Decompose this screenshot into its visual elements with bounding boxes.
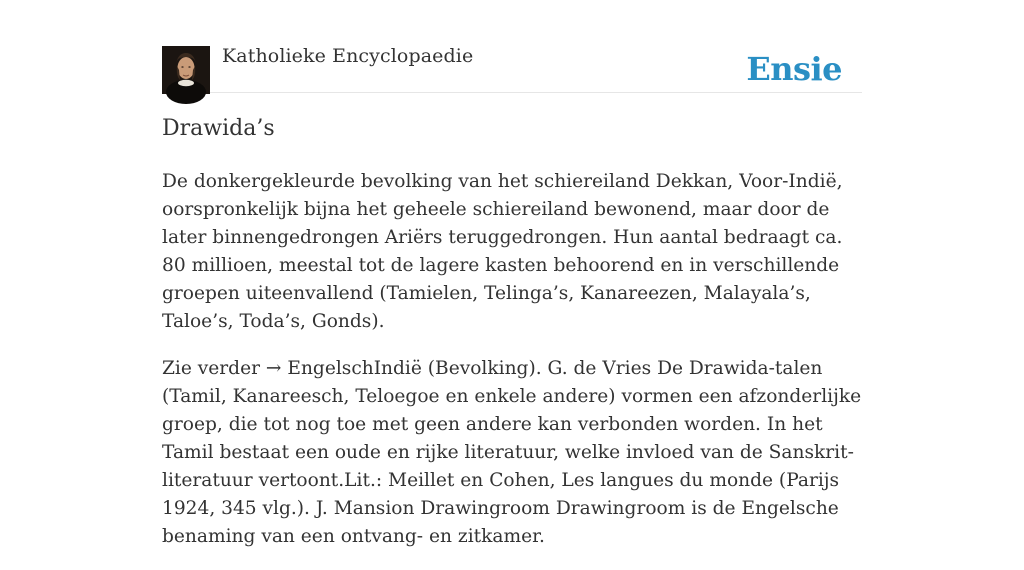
portrait-avatar-icon[interactable] bbox=[162, 46, 210, 94]
page bbox=[162, 0, 862, 547]
brand-logo[interactable]: Ensie bbox=[746, 50, 842, 88]
source-name[interactable]: Katholieke Encyclopaedie bbox=[222, 45, 474, 67]
article-paragraph: Zie verder → EngelschIndië (Bevolking). G. de Vries De Drawida-talen (Tamil, Kanareesch, Teloegoe en enkele andere) vormen een afzonderlijke groep, die tot nog toe met geen andere kan verbonden worden. In het Tamil bestaat een oude en rijke literatuur, welke invloed van de Sanskrit-literatuur vertoont.Lit.: Meillet en Cohen, Les langues du monde (Parijs 1924, 345 vlg.). J. Mansion Drawingroom Drawingroom is de Engelsche benaming van een ontvang- en zitkamer. bbox=[162, 358, 862, 547]
article-paragraph: De donkergekleurde bevolking van het schiereiland Dekkan, Voor-Indië, oorspronkelijk bijna het geheele schiereiland bewonend, maar door de later binnengedrongen Ariërs teruggedrongen. Hun aantal bedraagt ca. 80 millioen, meestal tot de lagere kasten behoorend en in verschillende groepen uiteenvallend (Tamielen, Telinga’s, Kanareezen, Malayala’s, Taloe’s, Toda’s, Gonds). bbox=[162, 171, 843, 332]
article-body bbox=[162, 168, 862, 570]
header bbox=[162, 44, 862, 93]
article-title: Drawida’s bbox=[162, 116, 275, 141]
